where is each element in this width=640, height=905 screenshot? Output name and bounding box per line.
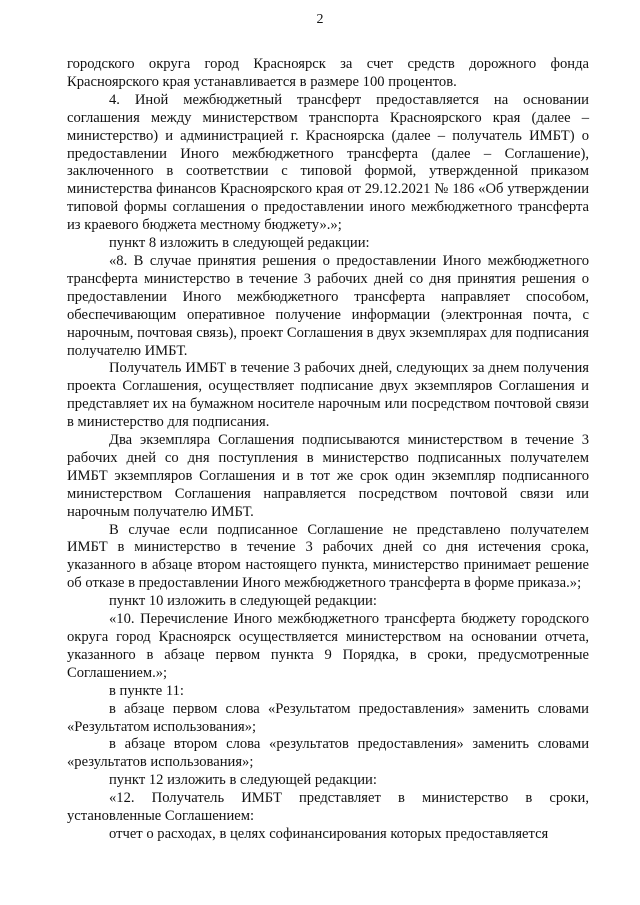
paragraph: в абзаце втором слова «результатов предоставления» заменить словами «результатов использования»;: [67, 736, 589, 771]
paragraph: Два экземпляра Соглашения подписываются министерством в течение 3 рабочих дней со дня поступления в министерство подписанных получателем ИМБТ экземпляров Соглашения и в тот же срок один экземпляр подписанного министерством Соглашения направляется посредством почтовой связи или нарочным получателю ИМБТ.: [67, 432, 589, 520]
paragraph: пункт 8 изложить в следующей редакции:: [109, 235, 370, 252]
paragraph: «12. Получатель ИМБТ представляет в министерство в сроки, установленные Соглашением:: [67, 790, 589, 825]
paragraph: 4. Иной межбюджетный трансферт предоставляется на основании соглашения между министерством транспорта Красноярского края (далее – министерство) и администрацией г. Красноярска (далее – получатель ИМБТ) о предоставлении Иного межбюджетного трансферта (далее – Соглашение), заключенного в соответствии с типовой формой, утвержденной приказом министерства финансов Красноярского края от 29.12.2021 № 186 «Об утверждении типовой формы соглашения о предоставлении иного межбюджетного трансферта из краевого бюджета местному бюджету».»;: [67, 91, 589, 234]
paragraph: отчет о расходах, в целях софинансирования которых предоставляется: [109, 825, 549, 842]
paragraph: «8. В случае принятия решения о предоставлении Иного межбюджетного трансферта министерство в течение 3 рабочих дней со дня принятия решения о предоставлении Иного межбюджетного трансферта направляет способом, обеспечивающим оперативное получение информации (электронная почта, с нарочным, почтовая связь), проект Соглашения в двух экземплярах для подписания получателю ИМБТ.: [67, 252, 589, 359]
paragraph: «10. Перечисление Иного межбюджетного трансферта бюджету городского округа город Красноярск осуществляется министерством на основании отчета, указанного в абзаце первом пункта 9 Порядка, в сроки, предусмотренные Соглашением.»;: [67, 611, 589, 681]
paragraph: Получатель ИМБТ в течение 3 рабочих дней, следующих за днем получения проекта Соглашения, осуществляет подписание двух экземпляров Соглашения и представляет их на бумажном носителе нарочным или посредством почтовой связи в министерство для подписания.: [67, 360, 589, 431]
document-body: [67, 56, 589, 844]
page-number: 2: [316, 12, 324, 27]
paragraph: пункт 12 изложить в следующей редакции:: [109, 772, 377, 789]
paragraph: пункт 10 изложить в следующей редакции:: [109, 593, 377, 610]
paragraph: в пункте 11:: [109, 682, 184, 699]
paragraph: в абзаце первом слова «Результатом предоставления» заменить словами «Результатом использования»;: [67, 700, 589, 735]
paragraph: В случае если подписанное Соглашение не представлено получателем ИМБТ в министерство в течение 3 рабочих дней со дня истечения срока, указанного в абзаце втором настоящего пункта, министерство принимает решение об отказе в предоставлении Иного межбюджетного трансферта в форме приказа.»;: [67, 521, 589, 592]
paragraph: городского округа город Красноярск за счет средств дорожного фонда Красноярского края устанавливается в размере 100 процентов.: [67, 56, 589, 90]
